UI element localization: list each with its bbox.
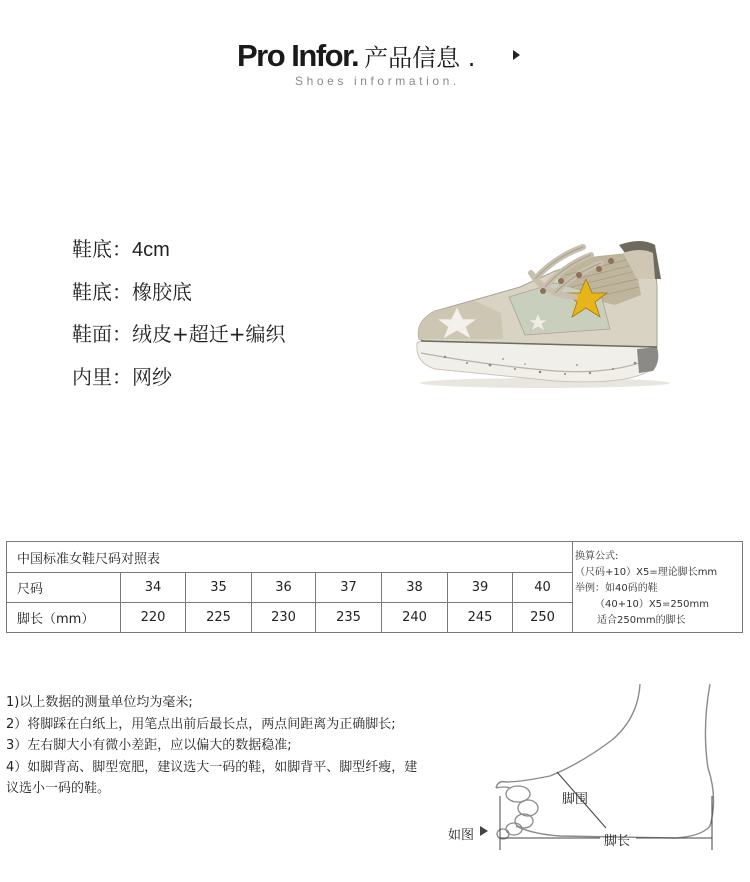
conversion-formula — [572, 542, 743, 632]
formula-line: 举例：如40码的鞋 — [575, 583, 658, 594]
length-cell: 240 — [382, 603, 448, 632]
size-cell: 38 — [382, 573, 448, 603]
formula-line: （尺码+10）X5=理论脚长mm — [575, 567, 718, 578]
header-subtitle: Shoes information. — [295, 74, 460, 88]
size-chart-title: 中国标准女鞋尺码对照表 — [7, 542, 573, 573]
spec-item-sole-height — [72, 236, 170, 263]
size-chart-table — [6, 541, 743, 633]
header-title — [237, 38, 475, 79]
spec-label: 鞋底： — [72, 237, 132, 261]
spec-item-sole-material — [72, 279, 192, 305]
sneaker-image — [405, 235, 677, 390]
size-cell: 36 — [252, 573, 316, 603]
spec-value: 绒皮+超迁+编织 — [132, 322, 286, 346]
spec-item-lining — [72, 364, 172, 390]
length-cell: 250 — [513, 603, 573, 632]
note-item: 2）将脚踩在白纸上，用笔点出前后最长点，两点间距离为正确脚长; — [6, 716, 396, 732]
length-row-label: 脚长（mm） — [7, 603, 121, 632]
measurement-notes — [6, 692, 426, 800]
note-item: 4）如脚背高、脚型宽肥，建议选大一码的鞋，如脚背平、脚型纤瘦，建议选小一码的鞋。 — [6, 759, 418, 796]
page-header — [0, 36, 750, 96]
spec-item-upper — [72, 321, 286, 347]
foot-outline-icon — [440, 678, 750, 858]
formula-line: 换算公式: — [575, 551, 619, 562]
as-shown-label: 如图 — [448, 828, 475, 843]
girth-label: 脚围 — [562, 792, 589, 807]
length-label: 脚长 — [604, 834, 631, 849]
formula-line: （40+10）X5=250mm — [595, 599, 709, 610]
spec-label: 内里： — [72, 365, 132, 389]
spec-label: 鞋底： — [72, 280, 132, 304]
size-cell: 39 — [448, 573, 513, 603]
spec-value: 橡胶底 — [132, 280, 192, 304]
play-arrow-icon — [513, 50, 520, 60]
spec-value: 4cm — [132, 239, 170, 261]
length-cell: 235 — [316, 603, 382, 632]
length-cell: 245 — [448, 603, 513, 632]
foot-measure-diagram — [440, 678, 750, 858]
header-title-cn: 产品信息 . — [364, 44, 476, 72]
header-title-en: Pro Infor. — [237, 38, 359, 73]
size-cell: 40 — [513, 573, 573, 603]
length-cell: 230 — [252, 603, 316, 632]
size-cell: 34 — [121, 573, 186, 603]
size-cell: 37 — [316, 573, 382, 603]
size-cell: 35 — [186, 573, 252, 603]
spec-value: 网纱 — [132, 365, 172, 389]
note-item: 3）左右脚大小有微小差距，应以偏大的数据稳准; — [6, 738, 292, 753]
note-item: 1)以上数据的测量单位均为毫米; — [6, 695, 193, 710]
length-cell: 220 — [121, 603, 186, 632]
size-row-label: 尺码 — [7, 573, 121, 603]
length-cell: 225 — [186, 603, 252, 632]
formula-line: 适合250mm的脚长 — [597, 615, 686, 626]
spec-label: 鞋面： — [72, 322, 132, 346]
